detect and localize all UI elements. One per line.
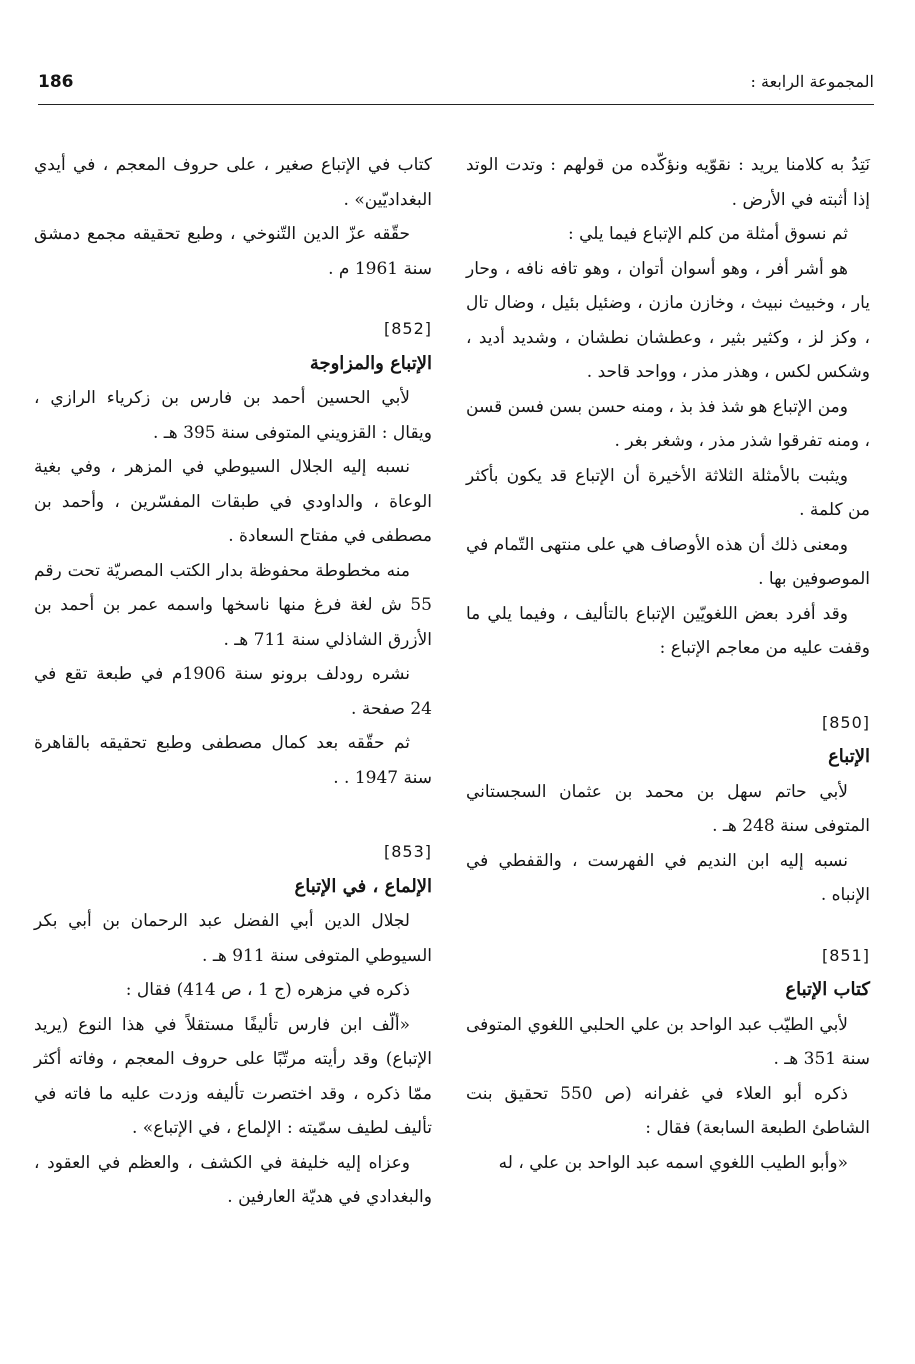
paragraph: لأبي الحسين أحمد بن فارس بن زكرياء الرازي ، ويقال : القزويني المتوفى سنة 395 هـ . [34,388,432,443]
paragraph: ذكره في مزهره (ج 1 ، ص 414) فقال : [125,980,410,1000]
page-number: 186 [38,72,74,92]
paragraph: ذكره أبو العلاء في غفرانه (ص 550 تحقيق بنت الشاطئ الطبعة السابعة) فقال : [466,1083,870,1138]
paragraph: ومعنى ذلك أن هذه الأوصاف هي على منتهى التّمام في الموصوفين بها . [466,534,870,589]
running-head: المجموعة الرابعة : [750,72,874,91]
paragraph: نشره رودلف برونو سنة 1906م في طبعة تقع في 24 صفحة . [34,664,432,719]
paragraph: لجلال الدين أبي الفضل عبد الرحمان بن أبي بكر السيوطي المتوفى سنة 911 هـ . [34,911,432,966]
entry-title: الإتباع والمزاوجة [309,352,432,374]
paragraph: نَتِدُ به كلامنا يريد : نقوّيه ونؤكّده من قولهم : وتدت الوتد إذا أثبته في الأرض . [466,155,870,210]
paragraph: وقد أفرد بعض اللغويّين الإتباع بالتأليف ، وفيما يلي ما وقفت عليه من معاجم الإتباع : [466,603,870,658]
entry-title: الإلماع ، في الإتباع [294,875,432,897]
entry-title: كتاب الإتباع [785,979,870,1000]
entry-number: [852] [383,319,432,338]
paragraph: لأبي الطيّب عبد الواحد بن علي الحلبي اللغوي المتوفى سنة 351 هـ . [466,1014,870,1069]
paragraph: ثم حقّقه بعد كمال مصطفى وطبع تحقيقه بالقاهرة سنة 1947 . . [34,733,432,788]
entry-number: [850] [821,712,870,732]
header-rule [38,104,874,105]
paragraph: وعزاه إليه خليفة في الكشف ، والعظم في العقود ، والبغدادي في هديّة العارفين . [34,1152,432,1207]
paragraph: ويثبت بالأمثلة الثلاثة الأخيرة أن الإتباع قد يكون بأكثر من كلمة . [466,465,870,520]
paragraph: هو أشر أفر ، وهو أسوان أتوان ، وهو تافه نافه ، وحار يار ، وخبيث نبيث ، وخازن مازن ، وضئيل بئيل ، وضال تال ، وكز لز ، وكثير بثير ، وعطشان نطشان ، وشديد أديد ، وشكس لكس ، وهذر مذر ، وواحد قاحد . [466,258,870,382]
entry-number: [853] [383,842,432,861]
paragraph: نسبه إليه الجلال السيوطي في المزهر ، وفي بغية الوعاة ، والداودي في طبقات المفسّرين ، وأحمد بن مصطفى في مفتاح السعادة . [34,457,432,546]
left-column [34,148,432,1215]
paragraph: ثم نسوق أمثلة من كلم الإتباع فيما يلي : [567,224,848,244]
entry-title: الإتباع [828,746,870,767]
entry-number: [851] [821,945,870,965]
paragraph: «ألّف ابن فارس تأليفًا مستقلاً في هذا النوع (يريد الإتباع) وقد رأيته مرتّبًا على حروف المعجم ، وفاته أكثر ممّا ذكره ، وقد اختصرت تأليفه وزدت عليه ما فاته في تأليف لطيف سمّيته : الإلماع ، في الإتباع» . [34,1014,432,1138]
paragraph: كتاب في الإتباع صغير ، على حروف المعجم ، في أيدي البغداديّين» . [34,155,432,210]
paragraph: ومن الإتباع هو شذ فذ بذ ، ومنه حسن بسن فسن قسن ، ومنه تفرقوا شذر مذر ، وشغر بغر . [466,396,870,451]
paragraph: نسبه إليه ابن النديم في الفهرست ، والقفطي في الإنباه . [466,850,870,905]
right-column [466,148,870,1180]
paragraph: حقّقه عزّ الدين التّنوخي ، وطبع تحقيقه مجمع دمشق سنة 1961 م . [34,224,432,279]
page-header [38,72,874,100]
paragraph: «وأبو الطيب اللغوي اسمه عبد الواحد بن علي ، له [498,1152,848,1173]
paragraph: منه مخطوطة محفوظة بدار الكتب المصريّة تحت رقم 55 ش لغة فرغ منها ناسخها واسمه عمر بن أحمد بن الأزرق الشاذلي سنة 711 هـ . [34,560,432,650]
paragraph: لأبي حاتم سهل بن محمد بن عثمان السجستاني المتوفى سنة 248 هـ . [466,781,870,836]
